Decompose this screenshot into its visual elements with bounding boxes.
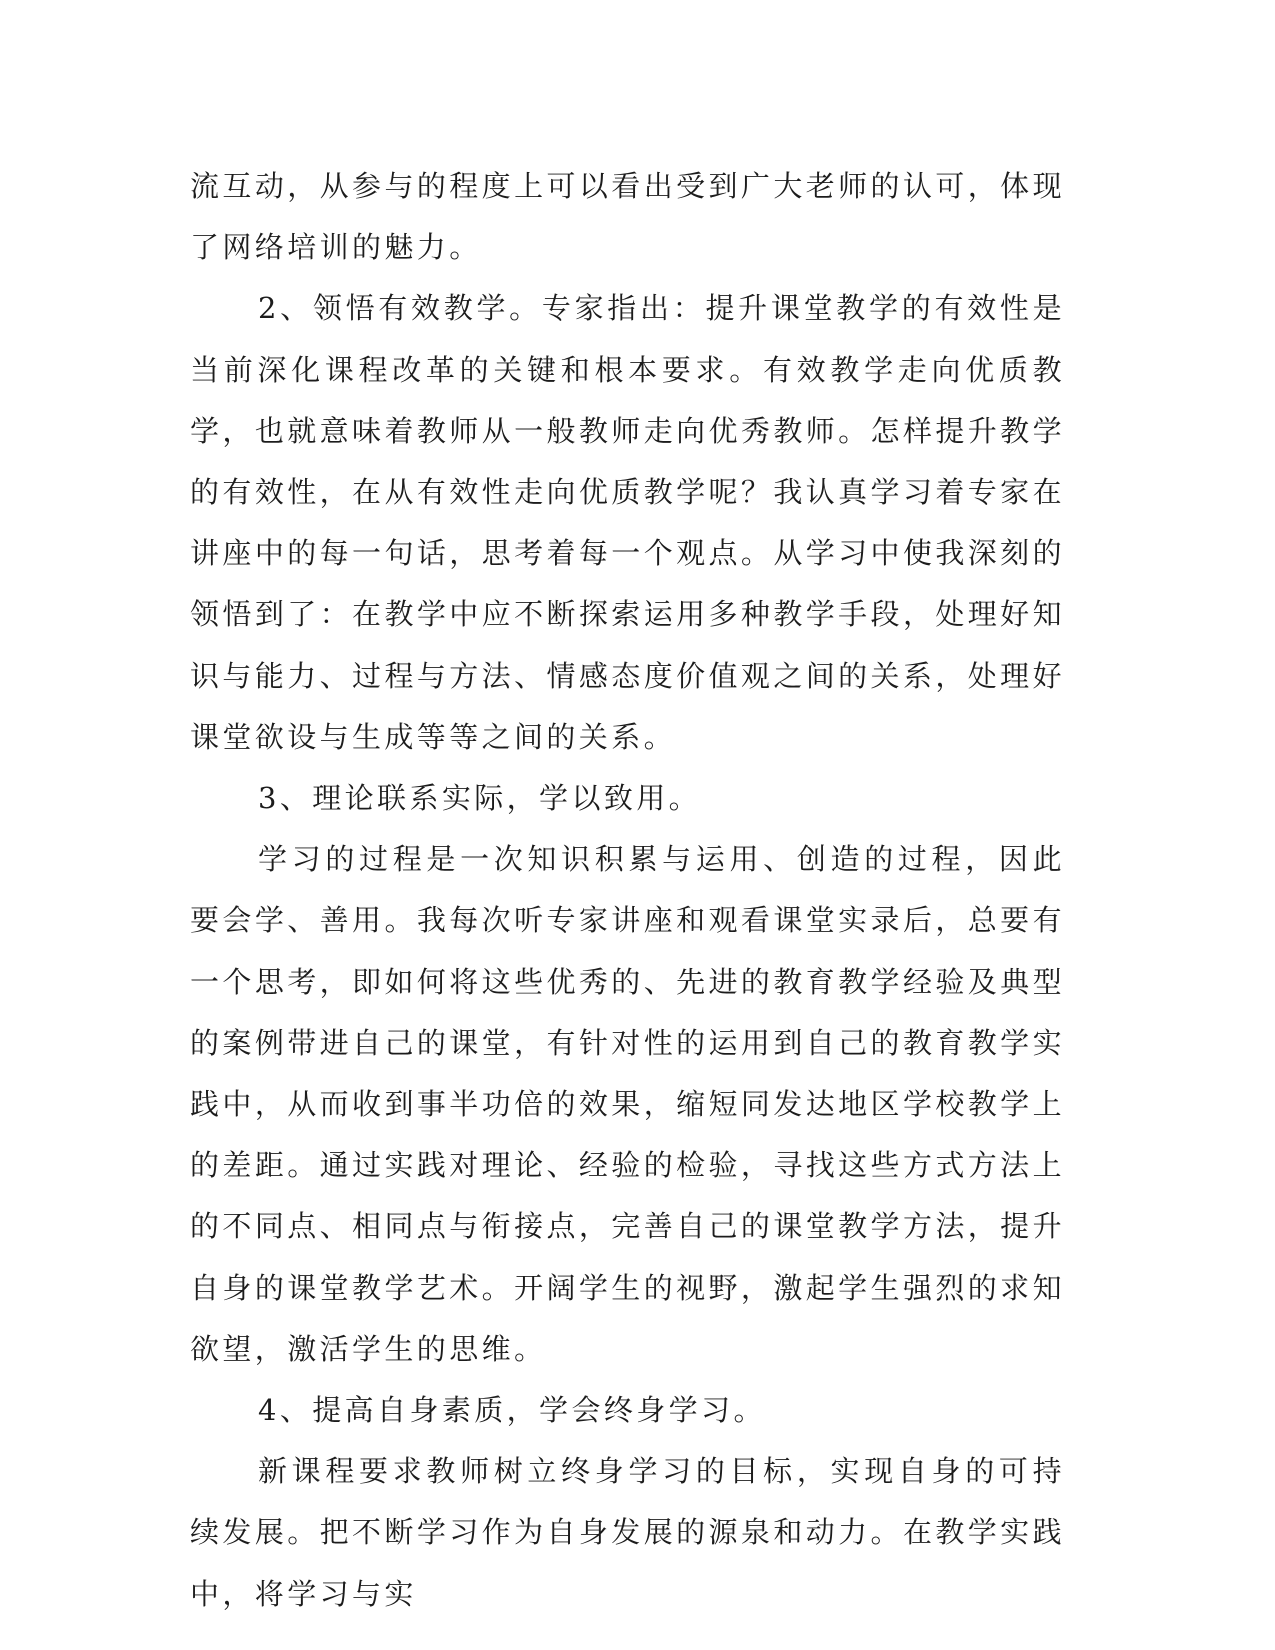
paragraph-learning-process: 学习的过程是一次知识积累与运用、创造的过程，因此要会学、善用。我每次听专家讲座和观看课堂实录后，总要有一个思考，即如何将这些优秀的、先进的教育教学经验及典型的案例带进自己的课堂，有针对性的运用到自己的教育教学实践中，从而收到事半功倍的效果，缩短同发达地区学校教学上的差距。通过实践对理论、经验的检验，寻找这些方式方法上的不同点、相同点与衔接点，完善自己的课堂教学方法，提升自身的课堂教学艺术。开阔学生的视野，激起学生强烈的求知欲望，激活学生的思维。 [190, 842, 1065, 1366]
heading-theory-practice: 3、理论联系实际，学以致用。 [258, 781, 702, 816]
document-body [190, 156, 1065, 1625]
paragraph-lifelong-learning: 新课程要求教师树立终身学习的目标，实现自身的可持续发展。把不断学习作为自身发展的源泉和动力。在教学实践中，将学习与实 [190, 1454, 1065, 1611]
paragraph-effective-teaching: 2、领悟有效教学。专家指出：提升课堂教学的有效性是当前深化课程改革的关键和根本要求。有效教学走向优质教学，也就意味着教师从一般教师走向优秀教师。怎样提升教学的有效性，在从有效性走向优质教学呢？我认真学习着专家在讲座中的每一句话，思考着每一个观点。从学习中使我深刻的领悟到了：在教学中应不断探索运用多种教学手段，处理好知识与能力、过程与方法、情感态度价值观之间的关系，处理好课堂欲设与生成等等之间的关系。 [190, 291, 1065, 754]
paragraph-continuation: 流互动，从参与的程度上可以看出受到广大老师的认可，体现了网络培训的魅力。 [190, 169, 1065, 265]
heading-self-improvement: 4、提高自身素质，学会终身学习。 [258, 1393, 766, 1428]
